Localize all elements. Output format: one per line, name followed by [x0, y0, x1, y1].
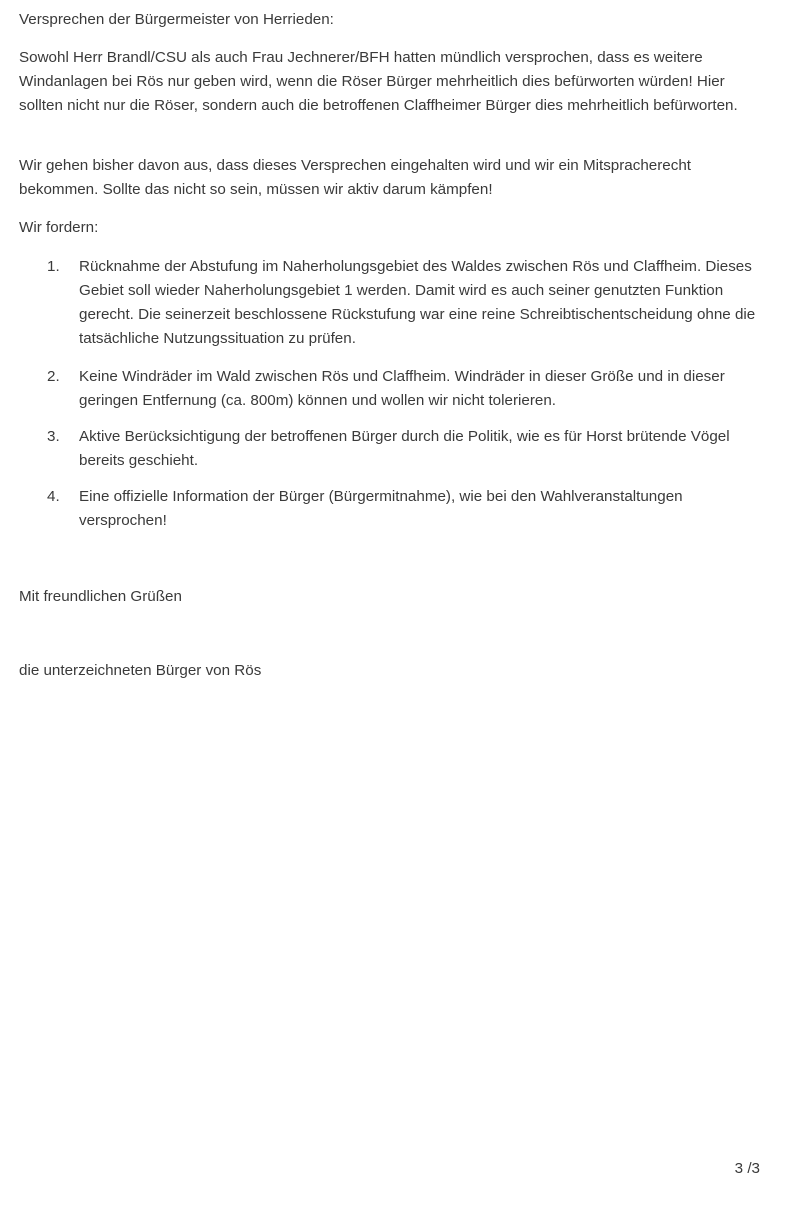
expectation-paragraph: Wir gehen bisher davon aus, dass dieses Versprechen eingehalten wird und wir ein Mitspracherecht bekommen. Sollte das nicht so sein, müssen wir aktiv darum kämpfen!: [19, 157, 691, 198]
demand-text: Rücknahme der Abstufung im Naherholungsgebiet des Waldes zwischen Rös und Claffheim. Dieses Gebiet soll wieder Naherholungsgebiet 1 werden. Damit wird es auch seiner genutzten Funktion gerecht. Die seinerzeit beschlossene Rückstufung war eine reine Schreibtischentscheidung ohne die tatsächliche Nutzungssituation zu prüfen.: [79, 258, 756, 347]
demand-text: Aktive Berücksichtigung der betroffenen Bürger durch die Politik, wie es für Horst brütende Vögel bereits geschieht.: [79, 428, 730, 469]
demand-number: 4.: [47, 488, 60, 505]
demand-number: 1.: [47, 258, 60, 275]
demand-item-2: [0, 365, 759, 413]
demand-number: 2.: [47, 368, 60, 385]
demands-intro: Wir fordern:: [19, 219, 99, 236]
letter-heading: Versprechen der Bürgermeister von Herrieden:: [19, 11, 334, 28]
page-number: 3 /3: [734, 1160, 760, 1177]
demand-item-4: [0, 485, 759, 533]
demand-text: Keine Windräder im Wald zwischen Rös und Claffheim. Windräder in dieser Größe und in dieser geringen Entfernung (ca. 800m) können und wollen wir nicht tolerieren.: [79, 368, 725, 409]
signature-line: die unterzeichneten Bürger von Rös: [19, 662, 262, 679]
demands-list: [0, 255, 800, 533]
demand-text: Eine offizielle Information der Bürger (Bürgermitnahme), wie bei den Wahlveranstaltungen versprochen!: [79, 488, 683, 529]
closing-salutation: Mit freundlichen Grüßen: [19, 588, 182, 605]
demand-item-3: [0, 425, 759, 473]
demand-item-1: [0, 255, 759, 351]
demand-number: 3.: [47, 428, 60, 445]
promise-paragraph: Sowohl Herr Brandl/CSU als auch Frau Jechnerer/BFH hatten mündlich versprochen, dass es weitere Windanlagen bei Rös nur geben wird, wenn die Röser Bürger mehrheitlich dies befürworten würden! Hier sollten nicht nur die Röser, sondern auch die betroffenen Claffheimer Bürger dies mehrheitlich befürworten.: [19, 49, 738, 114]
